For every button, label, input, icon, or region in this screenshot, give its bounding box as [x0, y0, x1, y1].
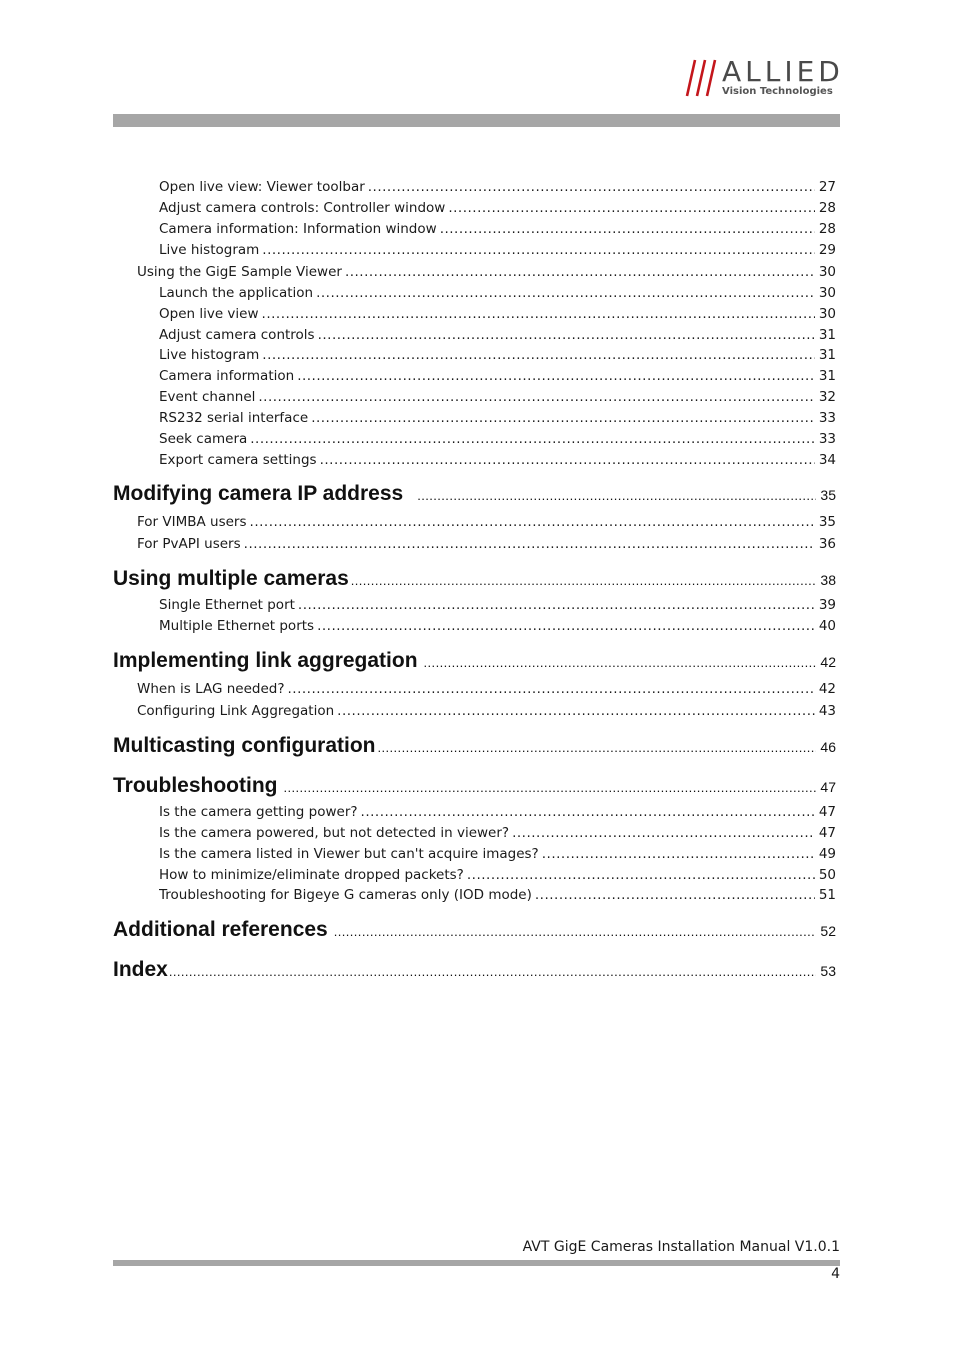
toc-chapter-label: Multicasting configuration: [113, 734, 376, 757]
toc-entry[interactable]: [137, 702, 836, 722]
toc-leader-dots: [345, 263, 815, 281]
toc-entry-label: Open live view: [159, 306, 259, 322]
toc-leader-dots: [368, 178, 815, 196]
toc-entry[interactable]: [159, 241, 836, 261]
toc-leader-dots: [250, 430, 815, 448]
toc-leader-dots: [169, 959, 817, 985]
toc-chapter-label: Using multiple cameras: [113, 567, 349, 590]
toc-chapter[interactable]: [113, 481, 836, 509]
toc-leader-dots: [317, 617, 815, 635]
toc-leader-dots: [440, 220, 815, 238]
toc-entry[interactable]: [159, 409, 836, 429]
toc-entry-page: 28: [818, 221, 836, 237]
toc-entry-label: Camera information: [159, 368, 295, 384]
toc-entry-label: RS232 serial interface: [159, 410, 309, 426]
toc-entry[interactable]: [159, 305, 836, 325]
toc-leader-dots: [512, 824, 815, 842]
toc-leader-dots: [298, 596, 815, 614]
toc-entry-label: For PvAPI users: [137, 536, 241, 552]
toc-entry-page: 32: [818, 389, 836, 405]
toc-chapter-page: 46: [820, 739, 836, 755]
toc-entry[interactable]: [159, 367, 836, 387]
toc-entry[interactable]: [137, 535, 836, 555]
toc-entry[interactable]: [159, 388, 836, 408]
toc-entry-label: Camera information: Information window: [159, 221, 437, 237]
toc-entry-page: 27: [818, 179, 836, 195]
toc-leader-dots: [424, 650, 817, 676]
toc-entry-label: Single Ethernet port: [159, 597, 295, 613]
toc-chapter[interactable]: [113, 733, 836, 761]
toc-entry[interactable]: [137, 513, 836, 533]
toc-chapter-label: Troubleshooting: [113, 774, 278, 797]
toc-entry-label: Export camera settings: [159, 452, 317, 468]
toc-entry[interactable]: [159, 199, 836, 219]
toc-entry-page: 30: [818, 264, 836, 280]
toc-entry[interactable]: [159, 824, 836, 844]
toc-chapter-page: 42: [820, 654, 836, 670]
toc-entry-page: 50: [818, 867, 836, 883]
toc-leader-dots: [320, 451, 815, 469]
toc-leader-dots: [535, 886, 815, 904]
toc-chapter-page: 47: [820, 779, 836, 795]
toc-entry-label: Is the camera powered, but not detected in viewer?: [159, 825, 510, 841]
toc-leader-dots: [283, 775, 816, 801]
toc-entry-label: When is LAG needed?: [137, 681, 285, 697]
toc-entry[interactable]: [159, 346, 836, 366]
toc-leader-dots: [448, 199, 814, 217]
toc-leader-dots: [311, 409, 815, 427]
toc-entry-page: 39: [818, 597, 836, 613]
toc-chapter-page: 53: [820, 963, 836, 979]
toc-entry-label: Live histogram: [159, 347, 260, 363]
toc-leader-dots: [258, 388, 814, 406]
page-number: 4: [831, 1266, 840, 1282]
logo-tagline: Vision Technologies: [722, 86, 833, 97]
toc-leader-dots: [316, 284, 815, 302]
toc-chapter[interactable]: [113, 773, 836, 801]
toc-entry-page: 47: [818, 825, 836, 841]
toc-chapter-label: Implementing link aggregation: [113, 649, 418, 672]
toc-chapter[interactable]: [113, 917, 836, 945]
toc-entry[interactable]: [159, 617, 836, 637]
toc-leader-dots: [262, 241, 815, 259]
toc-chapter-label: Additional references: [113, 918, 328, 941]
toc-entry-page: 30: [818, 285, 836, 301]
toc-entry-label: Using the GigE Sample Viewer: [137, 264, 342, 280]
toc-entry-page: 40: [818, 618, 836, 634]
toc-entry-label: Event channel: [159, 389, 256, 405]
toc-entry[interactable]: [159, 596, 836, 616]
toc-entry-page: 51: [818, 887, 836, 903]
toc-leader-dots: [244, 535, 815, 553]
toc-leader-dots: [250, 513, 815, 531]
toc-entry[interactable]: [137, 263, 836, 283]
toc-entry-page: 31: [818, 327, 836, 343]
toc-leader-dots: [262, 346, 815, 364]
toc-entry-page: 31: [818, 368, 836, 384]
toc-entry-page: 28: [818, 200, 836, 216]
toc-leader-dots: [542, 845, 815, 863]
toc-entry[interactable]: [137, 680, 836, 700]
toc-entry-label: Adjust camera controls: Controller window: [159, 200, 446, 216]
toc-chapter[interactable]: [113, 566, 836, 594]
toc-entry-label: Configuring Link Aggregation: [137, 703, 335, 719]
toc-entry-page: 33: [818, 431, 836, 447]
toc-entry-label: How to minimize/eliminate dropped packets?: [159, 867, 464, 883]
toc-entry-page: 49: [818, 846, 836, 862]
toc-entry[interactable]: [159, 845, 836, 865]
toc-entry-label: For VIMBA users: [137, 514, 247, 530]
toc-entry-label: Is the camera getting power?: [159, 804, 358, 820]
toc-entry[interactable]: [159, 326, 836, 346]
toc-entry-page: 33: [818, 410, 836, 426]
toc-entry-page: 34: [818, 452, 836, 468]
toc-leader-dots: [318, 326, 815, 344]
toc-entry-page: 31: [818, 347, 836, 363]
toc-leader-dots: [351, 568, 817, 594]
toc-leader-dots: [334, 919, 817, 945]
toc-leader-dots: [262, 305, 815, 323]
toc-chapter-page: 52: [820, 923, 836, 939]
toc-entry-page: 30: [818, 306, 836, 322]
toc-entry[interactable]: [159, 178, 836, 198]
toc-entry-page: 36: [818, 536, 836, 552]
logo-wordmark: ALLIED: [722, 55, 844, 88]
toc-chapter-page: 35: [820, 487, 836, 503]
toc-entry-label: Launch the application: [159, 285, 314, 301]
toc-entry-page: 42: [818, 681, 836, 697]
toc-entry-label: Adjust camera controls: [159, 327, 315, 343]
toc-leader-dots: [417, 483, 816, 509]
toc-entry-label: Troubleshooting for Bigeye G cameras only (IOD mode): [159, 887, 532, 903]
toc-entry[interactable]: [159, 866, 836, 886]
toc-entry-label: Multiple Ethernet ports: [159, 618, 315, 634]
toc-leader-dots: [337, 702, 815, 720]
toc-entry-label: Seek camera: [159, 431, 248, 447]
toc-chapter[interactable]: [113, 648, 836, 676]
toc-leader-dots: [297, 367, 815, 385]
toc-leader-dots: [361, 803, 815, 821]
footer-document-title: AVT GigE Cameras Installation Manual V1.0.1: [522, 1239, 840, 1255]
toc-chapter-page: 38: [820, 572, 836, 588]
toc-entry[interactable]: [159, 430, 836, 450]
toc-entry-label: Live histogram: [159, 242, 260, 258]
toc-leader-dots: [288, 680, 815, 698]
toc-entry-page: 29: [818, 242, 836, 258]
toc-chapter-label: Modifying camera IP address: [113, 482, 404, 505]
toc-entry[interactable]: [159, 220, 836, 240]
toc-entry[interactable]: [159, 284, 836, 304]
toc-leader-dots: [467, 866, 815, 884]
toc-chapter-label: Index: [113, 958, 168, 981]
toc-entry-label: Is the camera listed in Viewer but can't acquire images?: [159, 846, 539, 862]
toc-leader-dots: [378, 735, 817, 761]
toc-entry[interactable]: [159, 803, 836, 823]
toc-entry-page: 43: [818, 703, 836, 719]
toc-chapter[interactable]: [113, 957, 836, 985]
toc-entry-page: 47: [818, 804, 836, 820]
footer-rule: [113, 1260, 840, 1266]
toc-entry-label: Open live view: Viewer toolbar: [159, 179, 365, 195]
toc-entry[interactable]: [159, 886, 836, 906]
toc-entry[interactable]: [159, 451, 836, 471]
toc-entry-page: 35: [818, 514, 836, 530]
